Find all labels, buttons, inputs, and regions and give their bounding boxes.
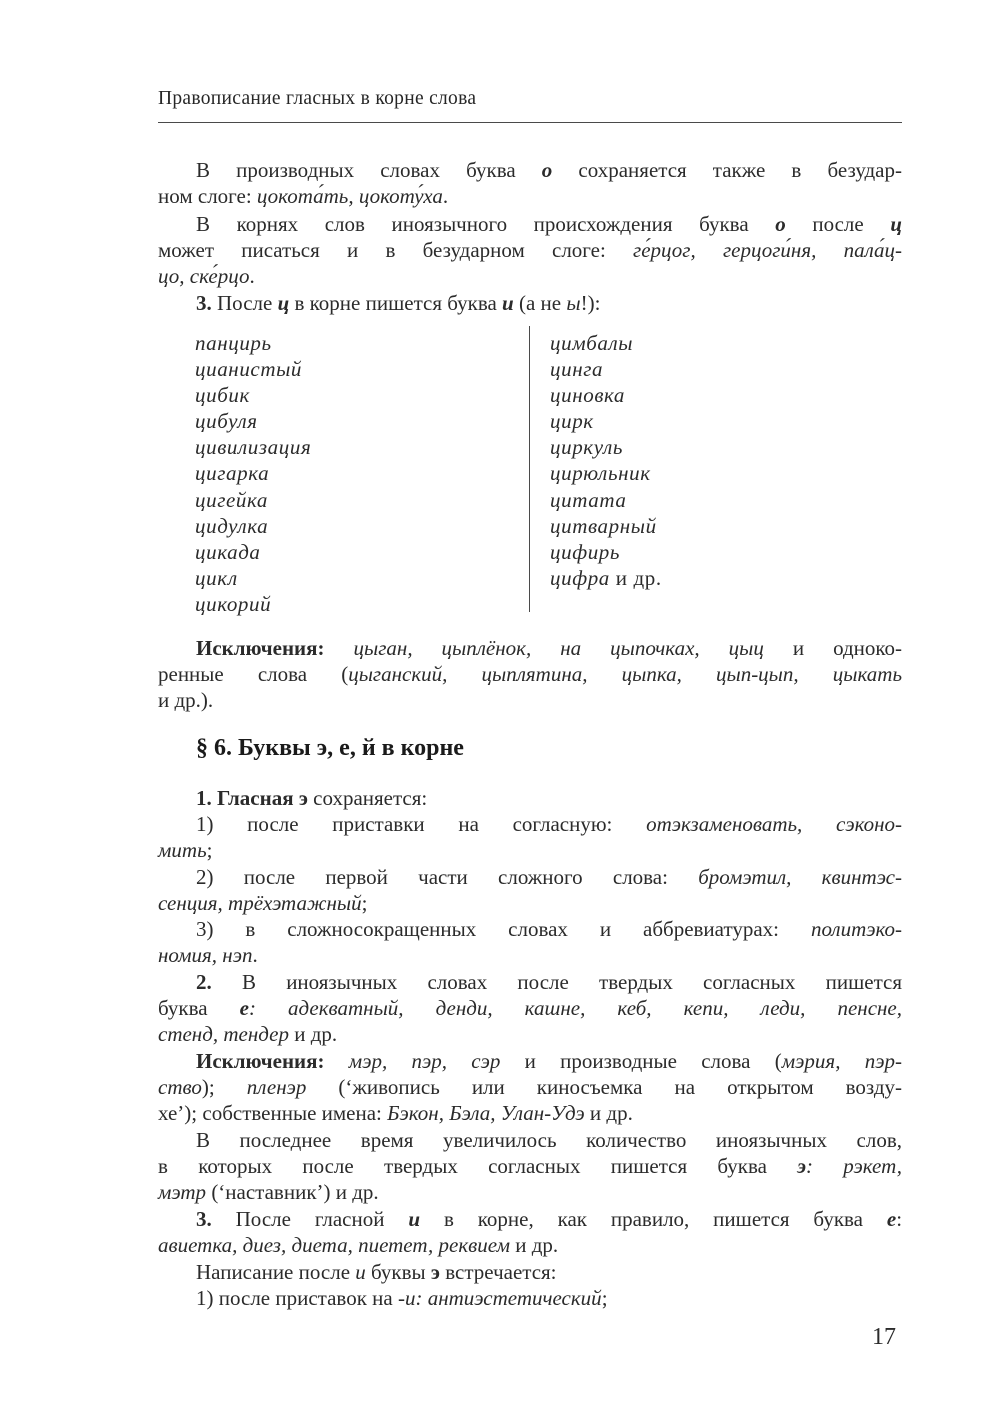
word-item: цимбалы xyxy=(550,331,634,355)
rule-1-item-1: мить; xyxy=(158,838,213,862)
word-item: циркуль xyxy=(550,435,623,460)
exceptions-line: ство); пленэр (‘живопись или киносъемка на открытом возду- xyxy=(158,1075,903,1099)
rule-1-item-2: 2) после первой части сложного слова: бромэтил, квинтэс- xyxy=(196,865,902,889)
header-rule xyxy=(158,122,902,123)
section-heading: § 6. Буквы э, е, й в корне xyxy=(196,735,464,761)
word-item: цикада xyxy=(195,539,261,564)
column-divider xyxy=(529,326,530,612)
exceptions-line: хе’); собственные имена: Бэкон, Бэла, Улан-Удэ и др. xyxy=(158,1101,633,1125)
word-item: цирюльник xyxy=(550,461,651,486)
rule-1-item-1: 1) после приставки на согласную: отэкзаменовать, сэконо- xyxy=(196,812,903,836)
paragraph-line: мэтр (‘наставник’) и др. xyxy=(158,1180,379,1204)
word-item: цитата xyxy=(550,487,627,512)
exceptions-line: и др.). xyxy=(158,688,214,712)
word-item: цивилизация xyxy=(195,435,312,460)
word-item: цибик xyxy=(195,383,250,408)
word-list-tail: и др. xyxy=(609,565,662,590)
paragraph-line: В корнях слов иноязычного происхождения буква о после ц xyxy=(196,212,903,236)
word-item: цибуля xyxy=(195,409,258,434)
word-list-right xyxy=(550,330,662,591)
page-number: 17 xyxy=(872,1324,896,1350)
exceptions-line: ренные слова (цыганский, цыплятина, цыпка, цып-цып, цыкать xyxy=(158,662,902,686)
word-item: цикл xyxy=(195,565,238,590)
paragraph-line: в которых после твердых согласных пишется буква э: рэкет, xyxy=(158,1154,903,1178)
rule-1-item-3: 3) в сложносокращенных словах и аббревиатурах: политэко- xyxy=(196,917,903,941)
word-list-left xyxy=(195,330,311,617)
rule-3b-line: 3. После гласной и в корне, как правило, пишется буква е: xyxy=(196,1207,903,1231)
word-item: цитварный xyxy=(550,513,657,538)
word-item: цифра и др. xyxy=(550,565,662,590)
word-item: цидулка xyxy=(195,513,269,538)
rule-1-item-3: номия, нэп. xyxy=(158,943,258,967)
rule-3b-line: авиетка, диез, диета, пиетет, реквием и др. xyxy=(158,1233,559,1257)
paragraph-line: В производных словах буква о сохраняется также в безудар- xyxy=(196,158,902,182)
paragraph-line: ном слоге: цокота́ть, цокоту́ха. xyxy=(158,184,449,208)
word-item: цирк xyxy=(550,409,594,434)
word-item: цигарка xyxy=(195,461,270,486)
rule-2-line: буква е: адекватный, денди, кашне, кеб, кепи, леди, пенсне, xyxy=(158,996,903,1020)
word-item: цианистый xyxy=(195,357,303,382)
rule-2-line: 2. В иноязычных словах после твердых согласных пишется xyxy=(196,970,902,994)
word-item: цинга xyxy=(550,357,604,382)
exceptions-line: Исключения: цыган, цыплёнок, на цыпочках, цыц и одноко- xyxy=(196,636,903,660)
word-item: цикорий xyxy=(195,591,272,616)
paragraph-line: В последнее время увеличилось количество иноязычных слов, xyxy=(196,1128,902,1152)
rule-1-item-2: сенция, трёхэтажный; xyxy=(158,891,368,915)
paragraph-line: цо, ске́рцо. xyxy=(158,264,255,288)
word-item: цигейка xyxy=(195,487,269,512)
rule-3-line: 3. После ц в корне пишется буква и (а не ы!): xyxy=(196,291,601,315)
paragraph-line: 1) после приставок на -и: антиэстетический; xyxy=(196,1286,608,1310)
rule-1-line: 1. Гласная э сохраняется: xyxy=(196,786,428,810)
rule-2-line: стенд, тендер и др. xyxy=(158,1022,338,1046)
paragraph-line: Написание после и буквы э встречается: xyxy=(196,1260,557,1284)
paragraph-line: может писаться и в безударном слоге: ге́рцог, герцоги́ня, пала́ц- xyxy=(158,238,902,262)
word-item: циновка xyxy=(550,383,626,408)
running-header: Правописание гласных в корне слова xyxy=(158,88,477,109)
word-item: панцирь xyxy=(195,331,272,355)
exceptions-line: Исключения: мэр, пэр, сэр и производные слова (мэрия, пэр- xyxy=(196,1049,902,1073)
word-item: цифирь xyxy=(550,539,621,564)
